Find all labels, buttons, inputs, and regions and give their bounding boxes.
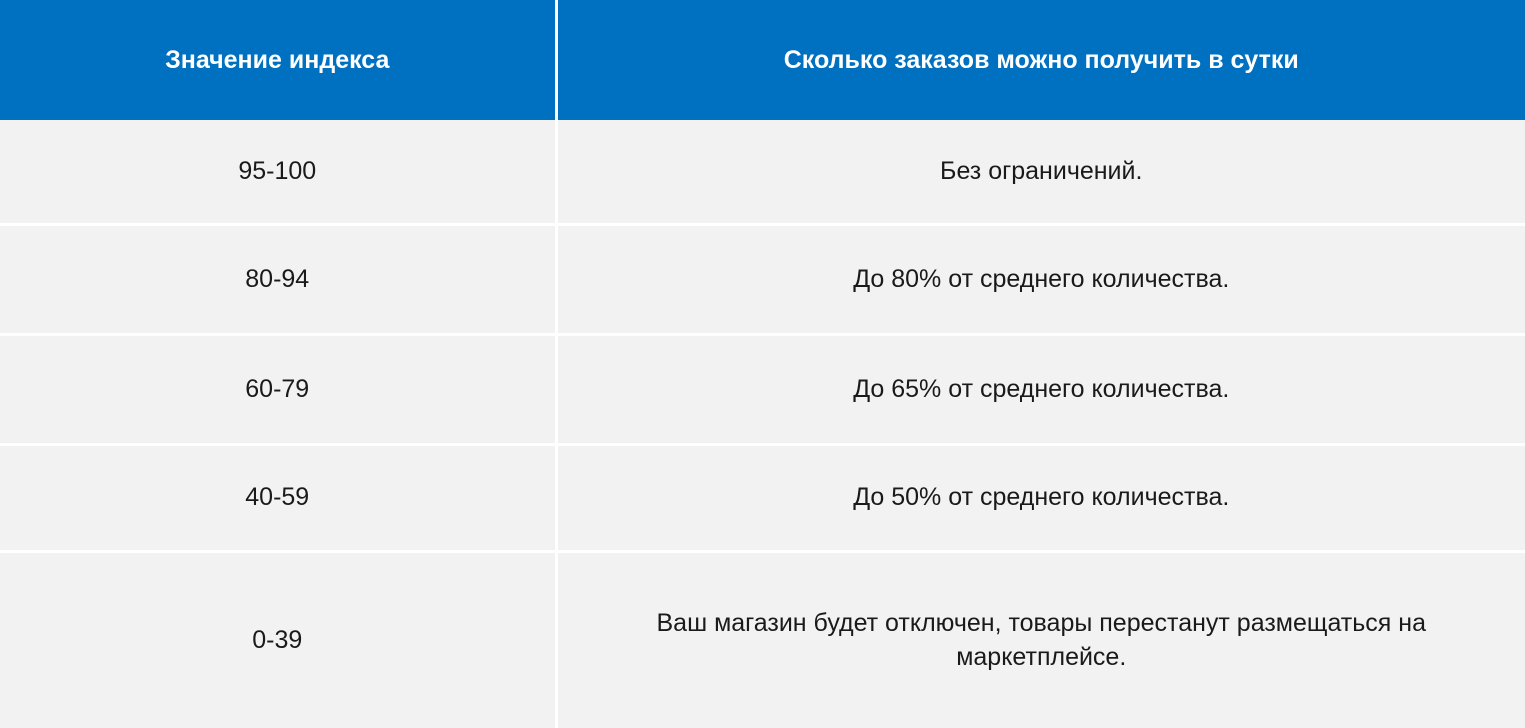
cell-index-value: 60-79 bbox=[0, 335, 556, 445]
cell-orders-limit: До 80% от среднего количества. bbox=[556, 225, 1525, 335]
table-body bbox=[0, 120, 1525, 728]
table-row bbox=[0, 552, 1525, 728]
cell-index-value: 0-39 bbox=[0, 552, 556, 728]
table-row bbox=[0, 120, 1525, 225]
cell-index-value: 80-94 bbox=[0, 225, 556, 335]
table-header-row bbox=[0, 0, 1525, 120]
cell-index-value: 95-100 bbox=[0, 120, 556, 225]
cell-orders-limit: До 65% от среднего количества. bbox=[556, 335, 1525, 445]
table-header bbox=[0, 0, 1525, 120]
table-row bbox=[0, 445, 1525, 552]
table-row bbox=[0, 335, 1525, 445]
column-header-index: Значение индекса bbox=[0, 0, 556, 120]
cell-index-value: 40-59 bbox=[0, 445, 556, 552]
cell-orders-limit: Без ограничений. bbox=[556, 120, 1525, 225]
cell-orders-limit: До 50% от среднего количества. bbox=[556, 445, 1525, 552]
column-header-orders: Сколько заказов можно получить в сутки bbox=[556, 0, 1525, 120]
cell-orders-limit: Ваш магазин будет отключен, товары перестанут размещаться на маркетплейсе. bbox=[556, 552, 1525, 728]
table-row bbox=[0, 225, 1525, 335]
